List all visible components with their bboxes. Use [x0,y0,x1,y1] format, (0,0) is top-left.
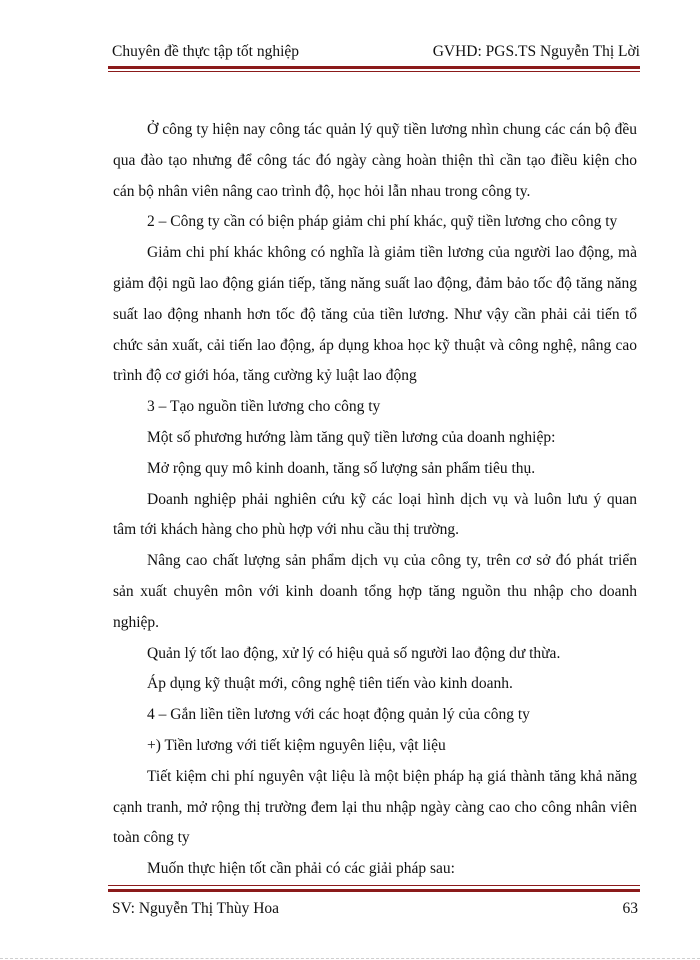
page-break-line [0,958,700,959]
section-heading: 2 – Công ty cần có biện pháp giảm chi phí khác, quỹ tiền lương cho công ty [147,213,618,231]
paragraph: Muốn thực hiện tốt cần phải có các giải pháp sau: [147,860,455,878]
paragraph: Áp dụng kỹ thuật mới, công nghệ tiên tiến vào kinh doanh. [147,675,513,693]
header-thesis-title: Chuyên đề thực tập tốt nghiệp [112,43,300,60]
page-number: 63 [622,900,638,917]
paragraph: Quản lý tốt lao động, xử lý có hiệu quả số người lao động dư thừa. [147,644,561,662]
page-footer [112,898,638,920]
footer-student-name: SV: Nguyễn Thị Thùy Hoa [112,900,280,917]
header-rule-thin [108,71,640,72]
body-text [113,115,637,885]
header-supervisor: GVHD: PGS.TS Nguyễn Thị Lời [432,43,640,60]
section-heading: 3 – Tạo nguồn tiền lương cho công ty [147,398,381,416]
footer-rule-thick [108,889,640,892]
page-header [112,40,640,64]
header-rule-thick [108,66,640,69]
paragraph: Nâng cao chất lượng sản phẩm dịch vụ của công ty, trên cơ sở đó phát triển sản xuất chuyên môn với kinh doanh tổng hợp tăng nguồn thu nhập cho doanh nghiệp. [113,552,637,631]
paragraph: Một số phương hướng làm tăng quỹ tiền lương của doanh nghiệp: [147,428,556,446]
subsection-heading: +) Tiền lương với tiết kiệm nguyên liệu, vật liệu [147,736,446,754]
paragraph: Doanh nghiệp phải nghiên cứu kỹ các loại hình dịch vụ và luôn lưu ý quan tâm tới khách hàng cho phù hợp với nhu cầu thị trường. [113,490,637,539]
footer-rule-thin [108,885,640,886]
paragraph: Giảm chi phí khác không có nghĩa là giảm tiền lương của người lao động, mà giảm đội ngũ lao động gián tiếp, tăng năng suất lao động, đảm bảo tốc độ tăng năng suất lao động nhanh hơn tốc độ tăng của tiền lương. Như vậy cần phải cải tiến tổ chức sản xuất, cải tiến lao động, áp dụng khoa học kỹ thuật và công nghệ, nâng cao trình độ cơ giới hóa, tăng cường kỷ luật lao động [113,244,637,385]
section-heading: 4 – Gắn liền tiền lương với các hoạt động quản lý của công ty [147,706,530,724]
paragraph: Mở rộng quy mô kinh doanh, tăng số lượng sản phẩm tiêu thụ. [147,459,536,477]
paragraph: Tiết kiệm chi phí nguyên vật liệu là một biện pháp hạ giá thành tăng khả năng cạnh tranh, mở rộng thị trường đem lại thu nhập ngày càng cao cho công nhân viên toàn công ty [113,767,637,847]
paragraph: Ở công ty hiện nay công tác quản lý quỹ tiền lương nhìn chung các cán bộ đều qua đào tạo nhưng để công tác đó ngày càng hoàn thiện thì cần tạo điều kiện cho cán bộ nhân viên nâng cao trình độ, học hỏi lẫn nhau trong công ty. [113,121,637,200]
